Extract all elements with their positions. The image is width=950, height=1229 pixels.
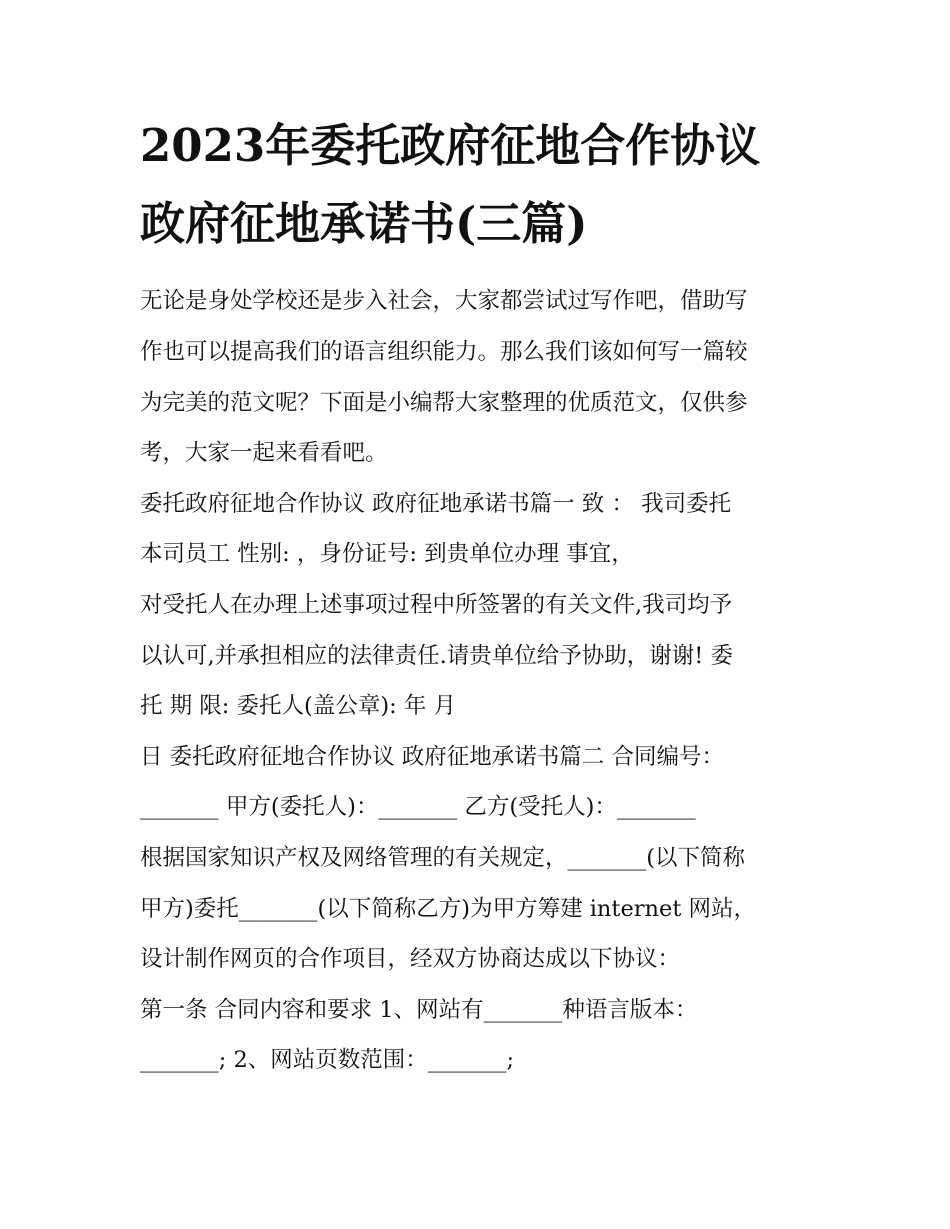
body-line: 无论是身处学校还是步入社会，大家都尝试过写作吧，借助写 — [140, 288, 748, 314]
document-title-line-1 — [140, 120, 820, 172]
title-year: 2023 — [140, 119, 266, 172]
body-line: 委托政府征地合作协议 政府征地承诺书篇一 致 ： 我司委托 — [140, 491, 732, 517]
body-line: 对受托人在办理上述事项过程中所签署的有关文件,我司均予 — [140, 592, 733, 618]
body-line: _______ 甲方(委托人)：_______ 乙方(受托人)：_______ — [140, 794, 696, 820]
body-line: 第一条 合同内容和要求 1、网站有_______种语言版本： — [140, 997, 698, 1023]
body-line: 设计制作网页的合作项目，经双方协商达成以下协议： — [140, 946, 681, 972]
body-line: 托 期 限: 委托人(盖公章): 年 月 — [140, 693, 456, 719]
document-title-line-2: 政府征地承诺书(三篇) — [140, 197, 588, 250]
body-line: 作也可以提高我们的语言组织能力。那么我们该如何写一篇较 — [140, 339, 748, 365]
body-line: _______; 2、网站页数范围：_______; — [140, 1047, 515, 1073]
body-line: 为完美的范文呢？下面是小编帮大家整理的优质范文，仅供参 — [140, 390, 748, 416]
body-line: 根据国家知识产权及网络管理的有关规定，_______(以下简称 — [140, 845, 746, 871]
body-line: 甲方)委托_______(以下简称乙方)为甲方筹建 internet 网站， — [140, 896, 757, 922]
body-line: 以认可,并承担相应的法律责任.请贵单位给予协助，谢谢! 委 — [140, 643, 733, 669]
body-line: 日 委托政府征地合作协议 政府征地承诺书篇二 合同编号： — [140, 744, 724, 770]
title-text: 年委托政府征地合作协议 — [265, 119, 761, 172]
body-line: 本司员工 性别: ，身份证号: 到贵单位办理 事宜， — [140, 541, 634, 567]
body-line: 考，大家一起来看看吧。 — [140, 440, 388, 466]
